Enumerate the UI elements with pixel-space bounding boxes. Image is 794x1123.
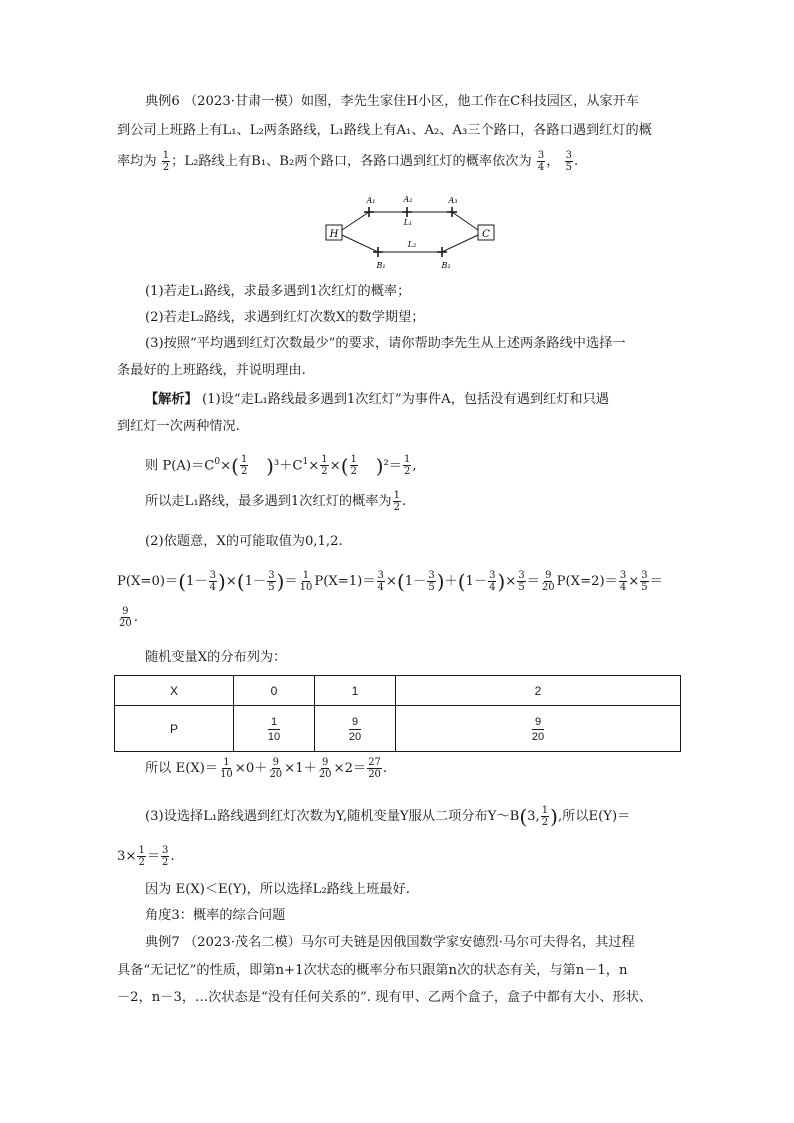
label-b1: B₁ (376, 261, 386, 270)
table-cell: 2 (396, 676, 681, 706)
label-b2: B₂ (441, 261, 451, 270)
fraction-three-quarters: $\frac{3}{4}$ (537, 150, 545, 173)
solution-1-line1: 【解析】 (1)设“走L₁路线最多遇到1次红灯”为事件A，包括没有遇到红灯和只遇 (145, 392, 609, 407)
example7-source: （2023·茂名二模） (183, 935, 301, 950)
label-l2: L₂ (407, 240, 417, 249)
distribution-table (114, 675, 681, 752)
table-cell: 0 (234, 676, 315, 706)
example7-line1: 典例7 （2023·茂名二模）马尔可夫链是因俄国数学家安德烈·马尔可夫得名，其过程 (145, 935, 635, 950)
solution-2-line1: (2)依题意，X的可能取值为0,1,2. (145, 534, 343, 549)
expectation-ex: 所以 E(X)＝ $\frac{1}{10}$ ×0＋ $\frac{9}{20}$ ×1＋ $\frac{9}{20}$ ×2＝ $\frac{27}{20}$ . (145, 757, 388, 780)
example6-label: 典例6 (145, 94, 180, 109)
angle3-heading: 角度3：概率的综合问题 (145, 908, 286, 923)
junction-a1 (364, 207, 374, 217)
table-cell: X (115, 676, 234, 706)
solution-tag: 【解析】 (145, 392, 198, 407)
solution-2-equation-cont: $\frac{9}{20}$ . (119, 606, 138, 629)
table-cell: 1 (315, 676, 396, 706)
question-3-line1: (3)按照“平均遇到红灯次数最少”的要求，请你帮助李先生从上述两条路线中选择一 (145, 336, 626, 351)
label-a2: A₂ (403, 195, 413, 204)
solution-3-line2: 3× $\frac{1}{2}$ ＝ $\frac{3}{2}$ . (117, 845, 175, 868)
example6-line3: 率均为 $\frac{1}{2}$ ；L₂路线上有B₁、B₂两个路口，各路口遇到红灯的概率依次为 $\frac{3}{4}$ ， $\frac{3}{5}$ . (117, 150, 579, 173)
junction-a3 (447, 207, 457, 217)
node-c-label: C (482, 229, 490, 240)
question-1: (1)若走L₁路线，求最多遇到1次红灯的概率； (145, 284, 411, 299)
table-cell: P (115, 706, 234, 752)
solution-1-conclusion: 所以走L₁路线，最多遇到1次红灯的概率为 $\frac{1}{2}$ . (145, 490, 407, 513)
distribution-intro: 随机变量X的分布列为： (145, 650, 287, 665)
example6-source: （2023·甘肃一模） (183, 94, 301, 109)
solution-1-line2: 到红灯一次两种情况. (117, 419, 240, 434)
table-cell: $\frac{1}{10}$ (234, 706, 315, 752)
fraction-three-fifths: $\frac{3}{5}$ (565, 150, 572, 173)
example6-line1: 典例6 （2023·甘肃一模）如图，李先生家住H小区，他工作在C科技园区，从家开车 (145, 94, 639, 109)
node-h-label: H (329, 229, 339, 240)
label-l1: L₁ (403, 218, 413, 227)
question-3-line2: 条最好的上班路线，并说明理由. (117, 363, 306, 378)
table-cell: $\frac{9}{20}$ (396, 706, 681, 752)
table-cell: $\frac{9}{20}$ (315, 706, 396, 752)
junction-a2 (402, 207, 412, 217)
example6-line2: 到公司上班路上有L₁、L₂两条路线，L₁路线上有A₁、A₂、A₃三个路口，各路口遇到红灯的概 (117, 123, 652, 138)
solution-3-line1: (3)设选择L₁路线遇到红灯次数为Y,随机变量Y服从二项分布Y～B(3, $\frac{1}{2}$ ),所以E(Y)＝ (145, 804, 631, 829)
question-2: (2)若走L₂路线，求遇到红灯次数X的数学期望； (145, 310, 425, 325)
example7-line2: 具备“无记忆”的性质，即第n+1次状态的概率分布只跟第n次的状态有关，与第n－1，n (117, 963, 628, 978)
example7-label: 典例7 (145, 935, 180, 950)
label-a1: A₁ (366, 196, 376, 205)
junction-b2 (437, 247, 447, 257)
solution-1-equation: 则 $P(A)=C^0\times$( $\frac{1}{2}$ )$^3+C^1\times$ $\frac{1}{2}$ ×( $\frac{1}{2}$ )²＝ $\frac{1}{2}$ , (145, 453, 417, 478)
table-row (115, 706, 681, 752)
fraction-half: $\frac{1}{2}$ (162, 150, 170, 173)
label-a3: A₃ (448, 196, 458, 205)
table-row (115, 676, 681, 706)
solution-3-conclusion: 因为 E(X)＜E(Y)，所以选择L₂路线上班最好. (145, 882, 410, 897)
junction-b1 (373, 247, 383, 257)
example7-line3: －2，n－3，…次状态是“没有任何关系的”. 现有甲、乙两个盒子，盒子中都有大小、形状、 (117, 990, 653, 1005)
solution-2-equation: P(X=0)＝(1－ $\frac{3}{4}$ )×(1－ $\frac{3}{5}$ )＝ $\frac{1}{10}$ P(X=1)＝ $\frac{3}{4}$ ×(1－ $\frac{3}{5}$ )＋(1－ $\frac{3}{4}$ )× $\frac{3}{5}$ ＝ $\frac{9}{20}$ P(X=2)＝ $\frac{3}{4}$ × $\frac{3}{5}$ ＝ (117, 569, 663, 594)
route-diagram (318, 190, 508, 270)
